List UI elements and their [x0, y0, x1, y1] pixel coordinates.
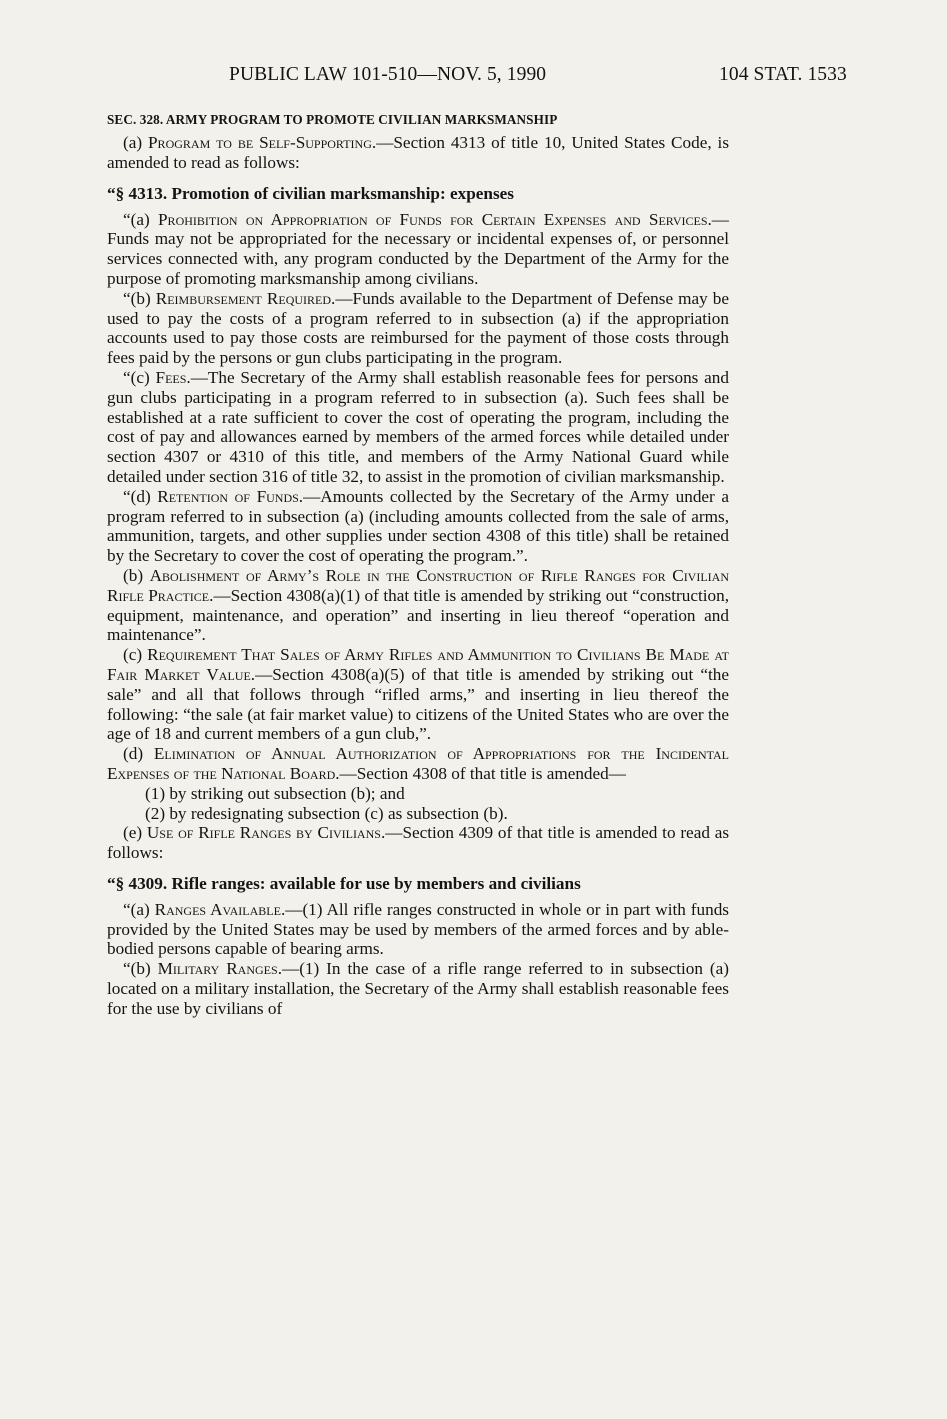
s4313-subsection-a	[107, 210, 729, 289]
paragraph-a-lead: (a)	[123, 133, 148, 152]
section-4313-heading: “§ 4313. Promotion of civilian marksmanship: expenses	[107, 183, 514, 203]
s4309-a-heading: Ranges Available.	[154, 899, 286, 919]
s4313-b-text: —Funds available to the Department of Defense may be used to pay the costs of a program referred to in subsection (a) if the appropriation accounts used to pay those costs are reimbursed for the payment of those costs through fees paid by the persons or gun clubs participating in the program.	[107, 288, 729, 368]
section-4309-heading: “§ 4309. Rifle ranges: available for use by members and civilians	[107, 873, 581, 893]
header-stat-page: 104 STAT. 1533	[719, 64, 847, 85]
paragraph-a-heading: Program to be Self-Supporting.	[148, 133, 377, 152]
section-title: SEC. 328. ARMY PROGRAM TO PROMOTE CIVILIAN MARKSMANSHIP	[107, 112, 558, 127]
paragraph-b-lead: (b)	[123, 565, 150, 585]
s4313-b-heading: Reimbursement Required.	[155, 288, 336, 308]
paragraph-d-heading: Elimination of Annual Authorization of Appropriations for the Incidental Expenses of the National Board.	[107, 744, 729, 783]
s4313-b-lead: “(b)	[123, 288, 156, 308]
paragraph-b-heading: Abolishment of Army’s Role in the Construction of Rifle Ranges for Civilian Rifle Practice.	[107, 565, 730, 605]
paragraph-d-text: —Section 4308 of that title is amended—	[339, 763, 626, 783]
s4313-d-text: —Amounts collected by the Secretary of the Army under a program referred to in subsection (a) (including amounts collected from the sale of arms, ammunition, targets, and other supplies under section 4308 of this title) shall be retained by the Secretary to cover the cost of operating the program.”.	[107, 486, 729, 566]
paragraph-b-text: —Section 4308(a)(1) of that title is amended by striking out “construction, equipment, maintenance, and operation” and inserting in lieu thereof “operation and maintenance”.	[107, 585, 729, 645]
paragraph-e-text: —Section 4309 of that title is amended to read as follows:	[107, 823, 730, 863]
s4313-a-heading: Prohibition on Appropriation of Funds for Certain Expenses and Services.	[158, 209, 712, 229]
paragraph-c	[107, 645, 729, 744]
s4313-d-lead: “(d)	[123, 486, 158, 506]
paragraph-a	[107, 133, 729, 173]
header-law-title: PUBLIC LAW 101-510—NOV. 5, 1990	[229, 64, 547, 85]
s4313-a-text: —Funds may not be appropriated for the necessary or incidental expenses of, or personnel services connected with, any program conducted by the Department of the Army for the purpose of promoting marksmanship among civilians.	[107, 209, 729, 288]
s4313-subsection-d	[107, 487, 729, 566]
s4313-a-lead: “(a)	[123, 209, 158, 229]
s4313-d-heading: Retention of Funds.	[157, 486, 304, 506]
s4313-c-text: —The Secretary of the Army shall establish reasonable fees for persons and gun clubs participating in a program referred to in subsection (a). Such fees shall be established at a rate sufficient to cover the cost of operating the program, including the cost of pay and allowances earned by members of the armed forces while detailed under section 4307 or 4310 of this title, and members of the Army National Guard while detailed under section 316 of title 32, to assist in the promotion of civilian marksmanship.	[107, 367, 729, 486]
s4309-a-lead: “(a)	[123, 899, 155, 919]
running-header	[107, 64, 847, 94]
paragraph-c-heading: Requirement That Sales of Army Rifles and Ammunition to Civilians Be Made at Fair Market Value.	[107, 645, 729, 684]
paragraph-d-item-1: (1) by striking out subsection (b); and	[145, 783, 405, 803]
document-page	[107, 64, 847, 1019]
s4309-b-lead: “(b)	[123, 959, 158, 979]
paragraph-e-lead: (e)	[123, 823, 147, 843]
s4309-subsection-b	[107, 959, 729, 1018]
s4309-a-text: —(1) All rifle ranges constructed in whole or in part with funds provided by the United States may be used by members of the armed forces and by able-bodied persons capable of bearing arms.	[107, 899, 729, 959]
paragraph-d-item-2: (2) by redesignating subsection (c) as subsection (b).	[145, 803, 508, 823]
paragraph-c-text: —Section 4308(a)(5) of that title is amended by striking out “the sale” and all that follows through “rifled arms,” and inserting in lieu thereof the following: “the sale (at fair market value) to citizens of the United States who are over the age of 18 and current members of a gun club,”.	[107, 664, 729, 744]
s4313-subsection-b	[107, 289, 729, 368]
s4313-subsection-c	[107, 368, 729, 487]
paragraph-d-lead: (d)	[123, 744, 154, 764]
s4313-c-heading: Fees.	[155, 367, 191, 387]
paragraph-c-lead: (c)	[123, 645, 148, 665]
s4313-c-lead: “(c)	[123, 367, 156, 387]
paragraph-d	[107, 744, 729, 784]
paragraph-a-text: —Section 4313 of title 10, United States Code, is amended to read as follows:	[107, 133, 730, 172]
s4309-b-text: —(1) In the case of a rifle range referred to in subsection (a) located on a military installation, the Secretary of the Army shall establish reasonable fees for the use by civilians of	[107, 959, 730, 1018]
s4309-b-heading: Military Ranges.	[157, 959, 282, 979]
s4309-subsection-a	[107, 900, 729, 959]
paragraph-b	[107, 566, 729, 645]
paragraph-e	[107, 823, 729, 863]
paragraph-e-heading: Use of Rifle Ranges by Civilians.	[146, 823, 386, 843]
